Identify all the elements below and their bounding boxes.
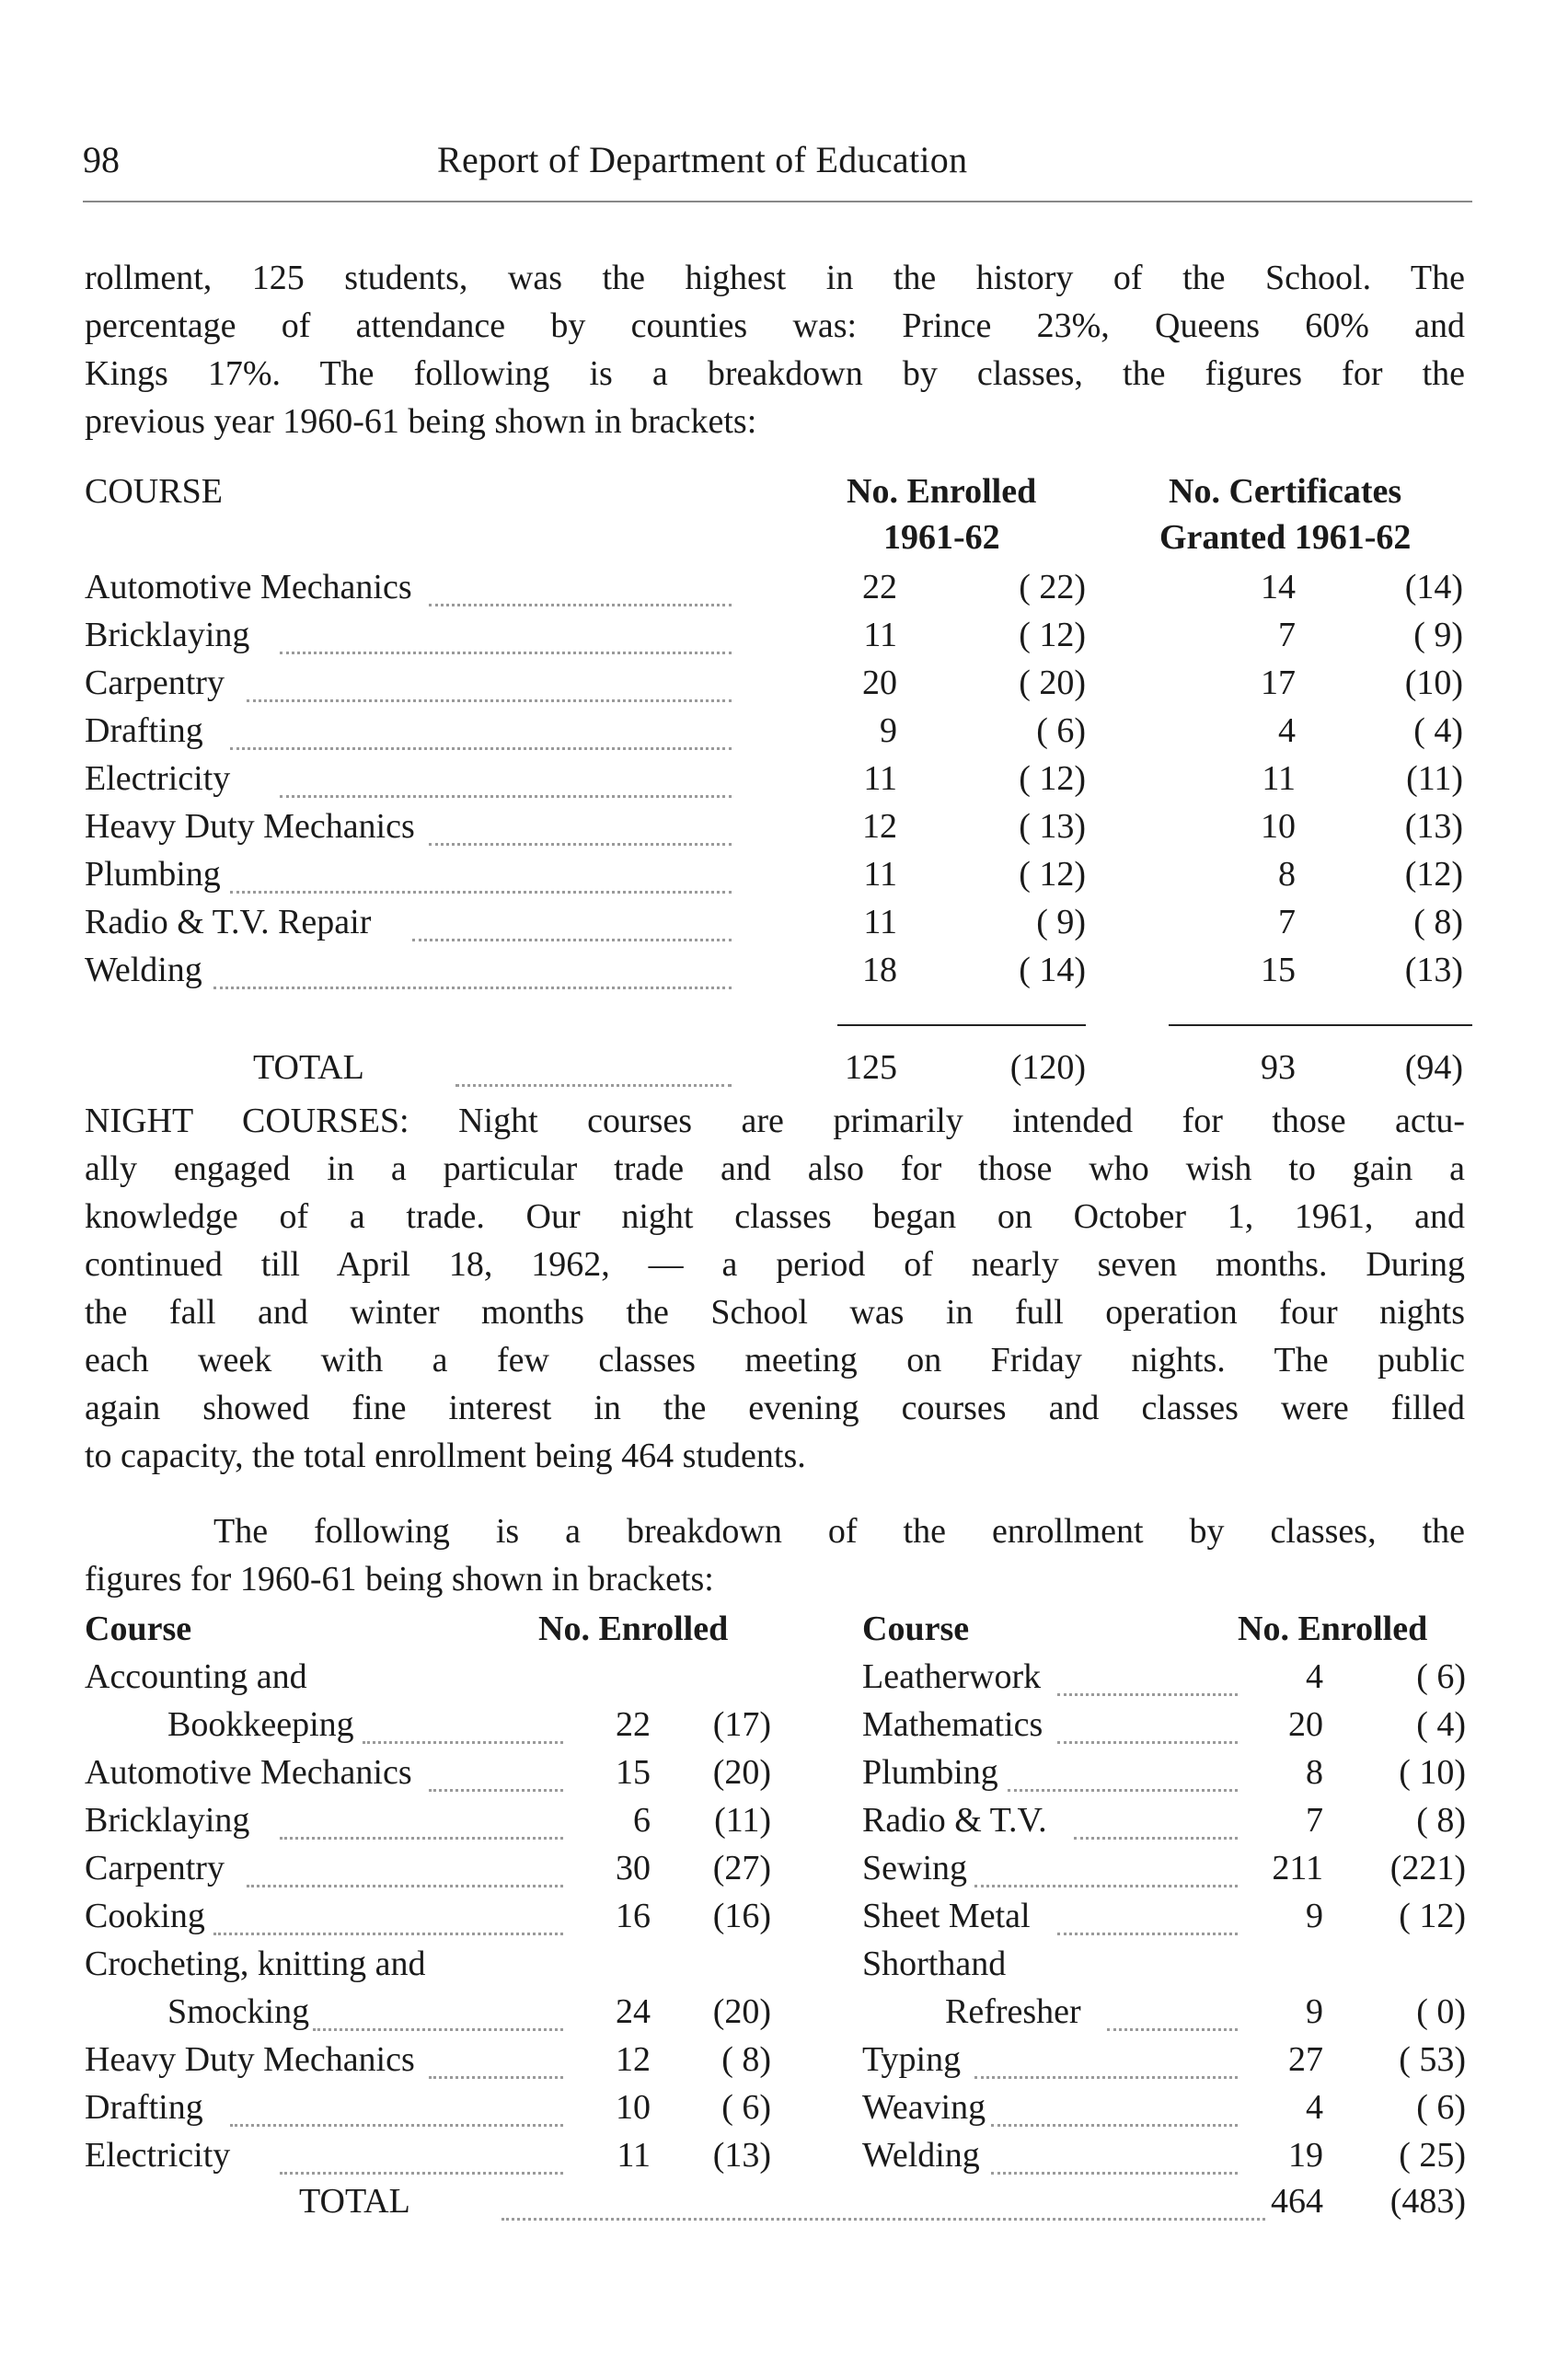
text-line: NIGHT COURSES: Night courses are primarily intended for those actu- [85,1102,1465,1140]
enrolled-prev-value: ( 20) [1019,664,1086,702]
enrolled-value: 10 [616,2088,651,2127]
certificates-prev-value: (14) [1404,568,1463,606]
total-certificates-prev: (94) [1404,1048,1463,1087]
enrolled-value: 19 [1288,2136,1323,2175]
dot-leader [1008,1789,1238,1792]
enrolled-prev-value: ( 0) [1416,1992,1466,2031]
dot-leader [363,1741,563,1744]
enrolled-value: 9 [1306,1897,1323,1935]
course-name: Plumbing [85,855,221,894]
enrolled-value: 7 [1306,1801,1323,1840]
dot-leader [412,939,732,941]
total-label: TOTAL [253,1048,364,1087]
course-name-line: Crocheting, knitting and [85,1945,426,1983]
dot-leader [1057,1693,1238,1696]
text-line: percentage of attendance by counties was: Prince 23%, Queens 60% and [85,306,1465,345]
dot-leader [1074,1837,1238,1840]
course-name: Typing [862,2040,962,2079]
column-header-certificates: No. Certificates [1169,472,1402,511]
text-line: Kings 17%. The following is a breakdown by classes, the figures for the [85,354,1465,393]
course-name: Drafting [85,711,203,750]
certificates-value: 7 [1278,903,1296,941]
course-name: Welding [85,951,202,989]
enrolled-value: 24 [616,1992,651,2031]
course-name: Sewing [862,1849,967,1887]
enrolled-prev-value: (221) [1389,1849,1466,1887]
certificates-value: 4 [1278,711,1296,750]
course-name: Plumbing [862,1753,998,1792]
enrolled-value: 8 [1306,1753,1323,1792]
text-line: previous year 1960-61 being shown in brackets: [85,402,757,441]
course-name: Welding [862,2136,980,2175]
course-name: Electricity [85,2136,231,2175]
column-header-course-right: Course [862,1610,970,1648]
enrolled-value: 11 [863,903,897,941]
enrolled-prev-value: (20) [712,1753,771,1792]
course-name: Automotive Mechanics [85,1753,412,1792]
course-name-line: Shorthand [862,1945,1007,1983]
enrolled-prev-value: ( 6) [1036,711,1086,750]
course-name: Weaving [862,2088,986,2127]
total-rule [837,1024,1086,1026]
total-enrolled: 464 [1271,2182,1323,2221]
certificates-prev-value: (11) [1406,759,1463,798]
dot-leader [502,2218,1265,2221]
enrolled-value: 9 [1306,1992,1323,2031]
intro-paragraph [85,254,1465,445]
course-name: Smocking [167,1992,310,2031]
enrolled-prev-value: ( 14) [1019,951,1086,989]
dot-leader [230,2124,563,2127]
enrolled-prev-value: ( 6) [1416,2088,1466,2127]
column-header-enrolled: No. Enrolled [847,472,1037,511]
enrolled-prev-value: (27) [712,1849,771,1887]
enrolled-value: 11 [863,855,897,894]
text-line: to capacity, the total enrollment being 464 students. [85,1437,806,1475]
certificates-value: 10 [1261,807,1296,846]
text-line: rollment, 125 students, was the highest in the history of the School. The [85,259,1465,297]
certificates-prev-value: (13) [1404,807,1463,846]
dot-leader [280,652,732,654]
text-line: The following is a breakdown of the enrollment by classes, the [213,1512,1465,1551]
enrolled-value: 18 [862,951,897,989]
enrolled-prev-value: (16) [712,1897,771,1935]
enrolled-prev-value: ( 12) [1019,855,1086,894]
certificates-prev-value: (10) [1404,664,1463,702]
certificates-value: 14 [1261,568,1296,606]
column-header-enrolled-left: No. Enrolled [538,1610,729,1648]
enrolled-value: 4 [1306,1657,1323,1696]
column-header-enrolled-year: 1961-62 [883,518,1000,557]
text-line: continued till April 18, 1962, — a period of nearly seven months. During [85,1245,1465,1284]
dot-leader [280,2172,563,2175]
enrolled-prev-value: ( 53) [1399,2040,1466,2079]
column-header-enrolled-right: No. Enrolled [1238,1610,1428,1648]
enrolled-prev-value: ( 9) [1036,903,1086,941]
text-line: the fall and winter months the School was in full operation four nights [85,1293,1465,1332]
dot-leader [429,2076,563,2079]
column-header-course-left: Course [85,1610,192,1648]
dot-leader [213,987,732,989]
enrolled-value: 27 [1288,2040,1323,2079]
course-name: Bricklaying [85,1801,250,1840]
certificates-value: 17 [1261,664,1296,702]
enrolled-prev-value: ( 12) [1019,616,1086,654]
course-name-line: Accounting and [85,1657,307,1696]
enrolled-value: 11 [863,759,897,798]
enrolled-value: 15 [616,1753,651,1792]
dot-leader [1057,1933,1238,1935]
page-number: 98 [83,139,120,180]
enrolled-prev-value: (13) [712,2136,771,2175]
dot-leader [429,843,732,846]
enrolled-prev-value: ( 8) [1416,1801,1466,1840]
enrolled-value: 11 [863,616,897,654]
course-name: Bookkeeping [167,1705,354,1744]
course-name: Automotive Mechanics [85,568,412,606]
dot-leader [974,1885,1238,1887]
certificates-value: 7 [1278,616,1296,654]
dot-leader [974,2076,1238,2079]
night-courses-paragraph [85,1097,1465,1480]
dot-leader [230,891,732,894]
certificates-value: 11 [1262,759,1296,798]
dot-leader [455,1084,732,1087]
course-name: Heavy Duty Mechanics [85,807,415,846]
enrolled-prev-value: ( 6) [721,2088,771,2127]
course-name: Sheet Metal [862,1897,1031,1935]
enrolled-value: 9 [880,711,897,750]
enrolled-prev-value: ( 4) [1416,1705,1466,1744]
total-rule [1169,1024,1472,1026]
course-name: Bricklaying [85,616,250,654]
dot-leader [247,1885,563,1887]
enrolled-value: 6 [633,1801,651,1840]
dot-leader [280,795,732,798]
certificates-prev-value: (12) [1404,855,1463,894]
dot-leader [313,2028,563,2031]
enrolled-prev-value: ( 22) [1019,568,1086,606]
course-name: Drafting [85,2088,203,2127]
header-rule [83,201,1472,202]
text-line: knowledge of a trade. Our night classes began on October 1, 1961, and [85,1197,1465,1236]
course-name: Mathematics [862,1705,1043,1744]
column-header-course: COURSE [85,472,223,511]
enrolled-value: 12 [616,2040,651,2079]
running-title: Report of Department of Education [437,139,968,180]
total-enrolled: 125 [845,1048,897,1087]
dot-leader [991,2172,1238,2175]
total-enrolled-prev: (483) [1389,2182,1466,2221]
page-header [83,138,1472,193]
certificates-value: 8 [1278,855,1296,894]
certificates-prev-value: ( 8) [1413,903,1463,941]
dot-leader [429,1789,563,1792]
enrolled-prev-value: ( 10) [1399,1753,1466,1792]
total-enrolled-prev: (120) [1009,1048,1086,1087]
course-name: Leatherwork [862,1657,1042,1696]
enrolled-prev-value: (11) [714,1801,771,1840]
text-line: each week with a few classes meeting on Friday nights. The public [85,1341,1465,1379]
course-name: Carpentry [85,1849,225,1887]
course-name: Electricity [85,759,231,798]
column-header-certificates-year: Granted 1961-62 [1159,518,1412,557]
breakdown-paragraph [85,1507,1465,1603]
text-line: again showed fine interest in the evening courses and classes were filled [85,1389,1465,1427]
enrolled-value: 22 [862,568,897,606]
enrolled-prev-value: ( 12) [1019,759,1086,798]
dot-leader [247,699,732,702]
enrolled-value: 22 [616,1705,651,1744]
certificates-prev-value: ( 9) [1413,616,1463,654]
course-name: Cooking [85,1897,205,1935]
enrolled-value: 20 [1288,1705,1323,1744]
certificates-value: 15 [1261,951,1296,989]
certificates-prev-value: (13) [1404,951,1463,989]
enrolled-prev-value: ( 13) [1019,807,1086,846]
total-certificates: 93 [1261,1048,1296,1087]
dot-leader [1057,1741,1238,1744]
enrolled-prev-value: (17) [712,1705,771,1744]
course-name: Radio & T.V. [862,1801,1047,1840]
dot-leader [280,1837,563,1840]
course-name: Heavy Duty Mechanics [85,2040,415,2079]
enrolled-value: 16 [616,1897,651,1935]
dot-leader [230,747,732,750]
enrolled-prev-value: (20) [712,1992,771,2031]
enrolled-value: 12 [862,807,897,846]
dot-leader [991,2124,1238,2127]
enrolled-value: 211 [1272,1849,1323,1887]
course-name: Carpentry [85,664,225,702]
certificates-prev-value: ( 4) [1413,711,1463,750]
dot-leader [429,604,732,606]
text-line: figures for 1960-61 being shown in brackets: [85,1560,714,1598]
enrolled-prev-value: ( 25) [1399,2136,1466,2175]
text-line: ally engaged in a particular trade and also for those who wish to gain a [85,1149,1465,1188]
enrolled-prev-value: ( 8) [721,2040,771,2079]
enrolled-value: 20 [862,664,897,702]
dot-leader [213,1933,563,1935]
enrolled-value: 4 [1306,2088,1323,2127]
enrolled-value: 30 [616,1849,651,1887]
dot-leader [1107,2028,1238,2031]
total-label: TOTAL [299,2182,410,2221]
enrolled-value: 11 [617,2136,651,2175]
enrolled-prev-value: ( 12) [1399,1897,1466,1935]
enrolled-prev-value: ( 6) [1416,1657,1466,1696]
course-name: Refresher [945,1992,1081,2031]
course-name: Radio & T.V. Repair [85,903,372,941]
